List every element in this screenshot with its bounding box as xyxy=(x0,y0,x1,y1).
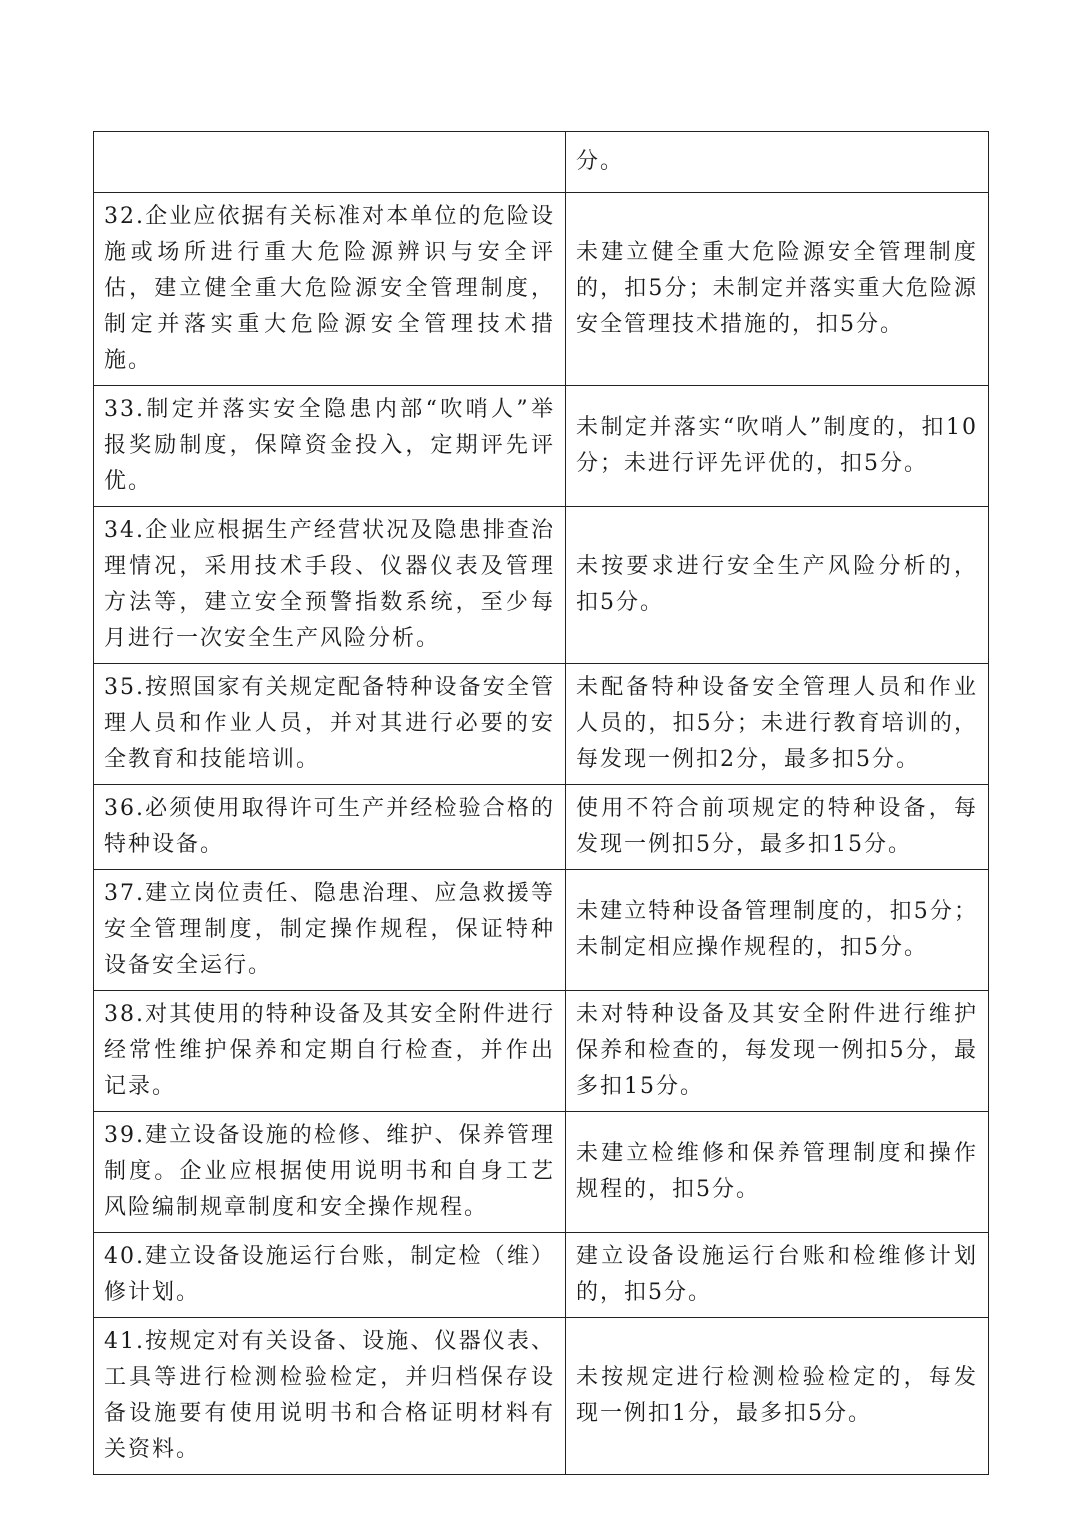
table-row xyxy=(94,193,989,386)
deduction-cell: 建立设备设施运行台账和检维修计划的，扣5分。 xyxy=(566,1233,989,1318)
requirement-cell: 41.按规定对有关设备、设施、仪器仪表、工具等进行检测检验检定，并归档保存设备设施要有使用说明书和合格证明材料有关资料。 xyxy=(94,1318,566,1475)
deduction-cell: 未配备特种设备安全管理人员和作业人员的，扣5分；未进行教育培训的，每发现一例扣2分，最多扣5分。 xyxy=(566,664,989,785)
table-row xyxy=(94,785,989,870)
requirement-cell: 37.建立岗位责任、隐患治理、应急救援等安全管理制度，制定操作规程，保证特种设备安全运行。 xyxy=(94,870,566,991)
table-row xyxy=(94,870,989,991)
table-row xyxy=(94,1233,989,1318)
deduction-cell: 未按要求进行安全生产风险分析的，扣5分。 xyxy=(566,507,989,664)
deduction-cell: 未对特种设备及其安全附件进行维护保养和检查的，每发现一例扣5分，最多扣15分。 xyxy=(566,991,989,1112)
table-row xyxy=(94,386,989,507)
table-row xyxy=(94,991,989,1112)
deduction-cell: 未建立健全重大危险源安全管理制度的，扣5分；未制定并落实重大危险源安全管理技术措施的，扣5分。 xyxy=(566,193,989,386)
table-row xyxy=(94,132,989,193)
requirement-cell: 36.必须使用取得许可生产并经检验合格的特种设备。 xyxy=(94,785,566,870)
table-row xyxy=(94,1112,989,1233)
deduction-cell: 分。 xyxy=(566,132,989,193)
deduction-cell: 未按规定进行检测检验检定的，每发现一例扣1分，最多扣5分。 xyxy=(566,1318,989,1475)
requirement-cell: 32.企业应依据有关标准对本单位的危险设施或场所进行重大危险源辨识与安全评估，建立健全重大危险源安全管理制度，制定并落实重大危险源安全管理技术措施。 xyxy=(94,193,566,386)
assessment-table xyxy=(93,131,989,1475)
table-row xyxy=(94,507,989,664)
requirement-cell: 35.按照国家有关规定配备特种设备安全管理人员和作业人员，并对其进行必要的安全教育和技能培训。 xyxy=(94,664,566,785)
requirement-cell: 38.对其使用的特种设备及其安全附件进行经常性维护保养和定期自行检查，并作出记录。 xyxy=(94,991,566,1112)
table-row xyxy=(94,1318,989,1475)
requirement-cell xyxy=(94,132,566,193)
deduction-cell: 未建立检维修和保养管理制度和操作规程的，扣5分。 xyxy=(566,1112,989,1233)
requirement-cell: 34.企业应根据生产经营状况及隐患排查治理情况，采用技术手段、仪器仪表及管理方法等，建立安全预警指数系统，至少每月进行一次安全生产风险分析。 xyxy=(94,507,566,664)
deduction-cell: 未制定并落实“吹哨人”制度的，扣10分；未进行评先评优的，扣5分。 xyxy=(566,386,989,507)
deduction-cell: 使用不符合前项规定的特种设备，每发现一例扣5分，最多扣15分。 xyxy=(566,785,989,870)
requirement-cell: 33.制定并落实安全隐患内部“吹哨人”举报奖励制度，保障资金投入，定期评先评优。 xyxy=(94,386,566,507)
requirement-cell: 40.建立设备设施运行台账，制定检（维）修计划。 xyxy=(94,1233,566,1318)
table-row xyxy=(94,664,989,785)
deduction-cell: 未建立特种设备管理制度的，扣5分；未制定相应操作规程的，扣5分。 xyxy=(566,870,989,991)
requirement-cell: 39.建立设备设施的检修、维护、保养管理制度。企业应根据使用说明书和自身工艺风险编制规章制度和安全操作规程。 xyxy=(94,1112,566,1233)
